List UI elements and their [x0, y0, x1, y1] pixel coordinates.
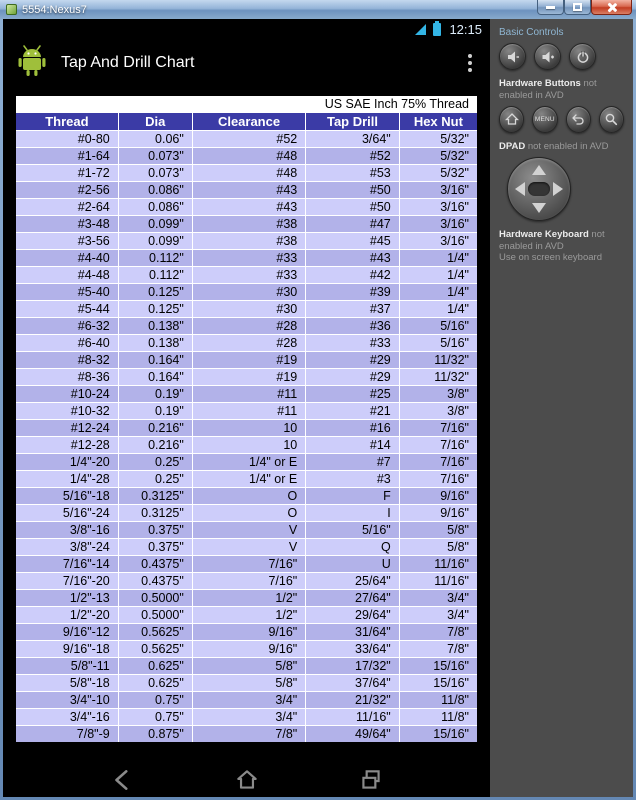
keyboard-hint: Use on screen keyboard: [499, 252, 602, 264]
back-button[interactable]: [104, 765, 142, 795]
table-cell: #4-48: [15, 267, 118, 284]
table-cell: #47: [306, 216, 400, 233]
table-cell: 49/64": [306, 726, 400, 744]
table-row: [15, 471, 478, 488]
table-cell: 31/64": [306, 624, 400, 641]
table-cell: #10-24: [15, 386, 118, 403]
hw-menu-label: MENU: [534, 115, 555, 123]
basic-controls-label: Basic Controls: [499, 27, 564, 38]
table-cell: #19: [192, 369, 305, 386]
table-cell: 0.4375": [118, 556, 192, 573]
table-cell: #8-36: [15, 369, 118, 386]
table-cell: 7/16": [192, 556, 305, 573]
table-cell: #43: [306, 250, 400, 267]
table-cell: 3/64": [306, 131, 400, 148]
table-cell: 10: [192, 437, 305, 454]
table-cell: 3/4"-10: [15, 692, 118, 709]
close-icon: [606, 2, 617, 13]
table-cell: 0.099": [118, 233, 192, 250]
table-cell: 0.375": [118, 539, 192, 556]
action-bar: [3, 40, 490, 86]
table-cell: #1-64: [15, 148, 118, 165]
table-cell: #4-40: [15, 250, 118, 267]
table-cell: 3/4": [192, 692, 305, 709]
table-cell: O: [192, 505, 305, 522]
table-cell: 7/16"-20: [15, 573, 118, 590]
table-cell: 7/16": [399, 454, 478, 471]
status-bar: [3, 19, 490, 40]
table-cell: 33/64": [306, 641, 400, 658]
maximize-button[interactable]: [564, 0, 591, 15]
hardware-buttons-row: [499, 106, 624, 133]
table-row: [15, 182, 478, 199]
table-row: [15, 284, 478, 301]
window-titlebar[interactable]: [0, 0, 636, 19]
table-cell: #36: [306, 318, 400, 335]
dpad-control[interactable]: [507, 157, 571, 221]
table-cell: 0.073": [118, 148, 192, 165]
table-cell: #33: [192, 267, 305, 284]
table-cell: #50: [306, 199, 400, 216]
table-cell: 0.4375": [118, 573, 192, 590]
table-cell: #33: [306, 335, 400, 352]
hardware-keyboard-label: Hardware Keyboard not enabled in AVD Use on screen keyboard: [499, 228, 605, 264]
table-cell: 9/16": [399, 488, 478, 505]
table-cell: #37: [306, 301, 400, 318]
table-cell: 11/8": [399, 709, 478, 726]
table-row: [15, 692, 478, 709]
table-cell: 0.073": [118, 165, 192, 182]
volume-down-button[interactable]: [499, 43, 526, 70]
table-row: [15, 590, 478, 607]
table-cell: 21/32": [306, 692, 400, 709]
table-cell: 1/4": [399, 250, 478, 267]
table-cell: 0.112": [118, 267, 192, 284]
table-row: [15, 318, 478, 335]
page-title: Tap And Drill Chart: [61, 54, 195, 71]
table-row: [15, 658, 478, 675]
table-cell: 9/16": [399, 505, 478, 522]
table-cell: 3/4": [192, 709, 305, 726]
hw-menu-button[interactable]: [532, 106, 557, 133]
hw-search-icon: [604, 112, 618, 126]
network-signal-icon: [415, 24, 426, 35]
table-cell: 1/2"-13: [15, 590, 118, 607]
table-cell: 0.112": [118, 250, 192, 267]
table-cell: I: [306, 505, 400, 522]
table-cell: 5/8": [192, 658, 305, 675]
table-cell: V: [192, 539, 305, 556]
hardware-buttons-label: Hardware Buttons not enabled in AVD: [499, 78, 597, 101]
column-header-hex-nut: Hex Nut: [399, 113, 478, 131]
dpad-up-button[interactable]: [532, 165, 546, 175]
table-cell: 11/16": [306, 709, 400, 726]
table-cell: 9/16"-12: [15, 624, 118, 641]
dpad-right-button[interactable]: [553, 182, 563, 196]
table-cell: #28: [192, 335, 305, 352]
table-cell: #52: [306, 148, 400, 165]
table-cell: #52: [192, 131, 305, 148]
table-row: [15, 216, 478, 233]
close-button[interactable]: [591, 0, 632, 15]
table-cell: #48: [192, 165, 305, 182]
table-row: [15, 335, 478, 352]
table-cell: 27/64": [306, 590, 400, 607]
recent-apps-button[interactable]: [352, 765, 390, 795]
table-row: [15, 488, 478, 505]
overflow-menu-button[interactable]: [462, 48, 478, 78]
table-cell: #25: [306, 386, 400, 403]
table-cell: 0.099": [118, 216, 192, 233]
table-cell: 25/64": [306, 573, 400, 590]
table-row: [15, 403, 478, 420]
table-cell: 7/8": [399, 624, 478, 641]
column-header-thread: Thread: [15, 113, 118, 131]
tap-and-drill-table: [14, 94, 479, 744]
table-cell: 15/16": [399, 658, 478, 675]
table-row: [15, 386, 478, 403]
table-cell: #5-40: [15, 284, 118, 301]
volume-up-button[interactable]: [534, 43, 561, 70]
table-cell: 7/8"-9: [15, 726, 118, 744]
table-cell: #8-32: [15, 352, 118, 369]
table-cell: 0.216": [118, 437, 192, 454]
column-header-tap-drill: Tap Drill: [306, 113, 400, 131]
table-cell: #3-48: [15, 216, 118, 233]
hw-home-icon: [505, 112, 519, 126]
table-cell: #42: [306, 267, 400, 284]
window-app-icon: [6, 4, 17, 15]
table-cell: #3-56: [15, 233, 118, 250]
table-cell: 5/8": [399, 539, 478, 556]
emulator-control-panel: [490, 19, 633, 797]
table-cell: #2-56: [15, 182, 118, 199]
volume-up-icon: [541, 50, 555, 64]
dpad-label: DPAD not enabled in AVD: [499, 140, 609, 152]
table-cell: 0.125": [118, 301, 192, 318]
status-clock: 12:15: [449, 22, 482, 37]
table-cell: 7/16"-14: [15, 556, 118, 573]
power-icon: [576, 50, 590, 64]
table-cell: #7: [306, 454, 400, 471]
table-row: [15, 675, 478, 692]
table-cell: #38: [192, 233, 305, 250]
table-cell: O: [192, 488, 305, 505]
table-cell: 1/4": [399, 267, 478, 284]
hw-back-icon: [571, 112, 585, 126]
table-cell: #33: [192, 250, 305, 267]
window-title: 5554:Nexus7: [22, 3, 87, 16]
table-cell: 3/4": [399, 607, 478, 624]
dpad-down-button[interactable]: [532, 203, 546, 213]
table-cell: 11/16": [399, 573, 478, 590]
android-screen: [3, 19, 490, 797]
table-cell: #3: [306, 471, 400, 488]
table-cell: 5/16": [399, 318, 478, 335]
table-cell: #21: [306, 403, 400, 420]
window-client-area: [3, 19, 633, 797]
table-row: [15, 454, 478, 471]
table-cell: 0.625": [118, 658, 192, 675]
table-cell: #38: [192, 216, 305, 233]
table-cell: #48: [192, 148, 305, 165]
table-row: [15, 420, 478, 437]
battery-icon: [433, 23, 441, 36]
table-cell: 0.3125": [118, 505, 192, 522]
table-cell: 0.138": [118, 318, 192, 335]
table-cell: #0-80: [15, 131, 118, 148]
table-cell: #10-32: [15, 403, 118, 420]
table-cell: #16: [306, 420, 400, 437]
table-cell: 15/16": [399, 726, 478, 744]
table-cell: #11: [192, 386, 305, 403]
table-cell: #28: [192, 318, 305, 335]
table-title-row: [15, 95, 478, 113]
table-cell: 3/16": [399, 182, 478, 199]
table-cell: 0.375": [118, 522, 192, 539]
table-cell: 5/32": [399, 131, 478, 148]
table-cell: 0.5000": [118, 590, 192, 607]
drill-chart-scroll-area[interactable]: [3, 86, 490, 763]
table-cell: 3/8": [399, 403, 478, 420]
table-cell: 0.5625": [118, 641, 192, 658]
table-cell: #12-28: [15, 437, 118, 454]
table-cell: 0.5000": [118, 607, 192, 624]
minimize-icon: [546, 6, 555, 9]
table-cell: 9/16": [192, 641, 305, 658]
table-cell: 5/16": [306, 522, 400, 539]
table-cell: 7/8": [192, 726, 305, 744]
table-row: [15, 165, 478, 182]
table-cell: 0.216": [118, 420, 192, 437]
table-cell: 0.75": [118, 709, 192, 726]
table-row: [15, 369, 478, 386]
table-row: [15, 131, 478, 148]
table-cell: #2-64: [15, 199, 118, 216]
table-cell: 11/32": [399, 352, 478, 369]
minimize-button[interactable]: [537, 0, 564, 15]
table-cell: 0.138": [118, 335, 192, 352]
table-cell: 7/16": [192, 573, 305, 590]
table-cell: 7/16": [399, 471, 478, 488]
table-cell: 5/16": [399, 335, 478, 352]
android-robot-app-icon: [15, 44, 49, 83]
power-button[interactable]: [569, 43, 596, 70]
table-cell: 1/2"-20: [15, 607, 118, 624]
table-cell: 1/4": [399, 284, 478, 301]
table-cell: 7/8": [399, 641, 478, 658]
table-cell: 1/4"-28: [15, 471, 118, 488]
table-cell: F: [306, 488, 400, 505]
table-cell: #53: [306, 165, 400, 182]
table-row: [15, 539, 478, 556]
table-row: [15, 556, 478, 573]
table-row: [15, 607, 478, 624]
table-cell: 0.125": [118, 284, 192, 301]
table-cell: #6-40: [15, 335, 118, 352]
table-cell: 3/16": [399, 233, 478, 250]
table-cell: 1/4": [399, 301, 478, 318]
table-cell: 0.06": [118, 131, 192, 148]
overflow-menu-icon: [468, 54, 472, 58]
table-cell: 5/8": [399, 522, 478, 539]
table-cell: 0.19": [118, 403, 192, 420]
table-cell: 0.625": [118, 675, 192, 692]
table-cell: 3/16": [399, 199, 478, 216]
table-cell: 29/64": [306, 607, 400, 624]
table-cell: 10: [192, 420, 305, 437]
table-cell: 1/2": [192, 607, 305, 624]
back-icon: [110, 767, 136, 793]
table-cell: #45: [306, 233, 400, 250]
table-cell: 5/16"-18: [15, 488, 118, 505]
table-cell: 0.164": [118, 369, 192, 386]
table-cell: U: [306, 556, 400, 573]
table-cell: #1-72: [15, 165, 118, 182]
hw-home-button[interactable]: [499, 106, 524, 133]
android-nav-bar: [3, 763, 490, 797]
table-cell: 0.086": [118, 182, 192, 199]
table-cell: 37/64": [306, 675, 400, 692]
table-row: [15, 624, 478, 641]
table-row: [15, 709, 478, 726]
recent-apps-icon: [358, 767, 384, 793]
dpad-left-button[interactable]: [515, 182, 525, 196]
column-header-dia: Dia: [118, 113, 192, 131]
table-cell: 3/8"-24: [15, 539, 118, 556]
table-row: [15, 233, 478, 250]
table-header-row: [15, 113, 478, 131]
table-cell: 5/32": [399, 165, 478, 182]
basic-controls-buttons: [499, 43, 624, 70]
maximize-icon: [573, 3, 582, 11]
table-cell: #43: [192, 199, 305, 216]
table-cell: #5-44: [15, 301, 118, 318]
table-cell: #29: [306, 352, 400, 369]
table-row: [15, 505, 478, 522]
table-cell: 5/32": [399, 148, 478, 165]
table-cell: 0.25": [118, 454, 192, 471]
table-cell: Q: [306, 539, 400, 556]
table-row: [15, 726, 478, 744]
table-cell: 5/8"-11: [15, 658, 118, 675]
table-cell: 3/4"-16: [15, 709, 118, 726]
table-row: [15, 352, 478, 369]
table-cell: 7/16": [399, 437, 478, 454]
volume-down-icon: [506, 50, 520, 64]
table-cell: 0.75": [118, 692, 192, 709]
table-row: [15, 437, 478, 454]
table-cell: 5/8"-18: [15, 675, 118, 692]
table-cell: 3/16": [399, 216, 478, 233]
table-row: [15, 522, 478, 539]
table-cell: 9/16"-18: [15, 641, 118, 658]
dpad-center-button[interactable]: [528, 182, 550, 196]
hw-search-button[interactable]: [599, 106, 624, 133]
hw-back-button[interactable]: [566, 106, 591, 133]
table-cell: 0.164": [118, 352, 192, 369]
table-cell: 5/8": [192, 675, 305, 692]
table-cell: #50: [306, 182, 400, 199]
table-cell: 0.086": [118, 199, 192, 216]
table-cell: V: [192, 522, 305, 539]
table-cell: 5/16"-24: [15, 505, 118, 522]
table-cell: 15/16": [399, 675, 478, 692]
table-row: [15, 199, 478, 216]
table-cell: #11: [192, 403, 305, 420]
table-cell: 11/32": [399, 369, 478, 386]
table-cell: 1/4" or E: [192, 454, 305, 471]
table-cell: #30: [192, 301, 305, 318]
table-cell: 0.19": [118, 386, 192, 403]
home-icon: [234, 767, 260, 793]
table-row: [15, 573, 478, 590]
table-row: [15, 250, 478, 267]
table-cell: 3/4": [399, 590, 478, 607]
table-cell: 0.25": [118, 471, 192, 488]
table-cell: #43: [192, 182, 305, 199]
table-cell: #12-24: [15, 420, 118, 437]
table-cell: 3/8": [399, 386, 478, 403]
table-row: [15, 301, 478, 318]
table-row: [15, 267, 478, 284]
table-cell: #29: [306, 369, 400, 386]
table-cell: #6-32: [15, 318, 118, 335]
table-cell: 7/16": [399, 420, 478, 437]
table-cell: #39: [306, 284, 400, 301]
table-cell: 0.3125": [118, 488, 192, 505]
table-cell: 0.875": [118, 726, 192, 744]
table-cell: 1/4"-20: [15, 454, 118, 471]
table-cell: #14: [306, 437, 400, 454]
home-button[interactable]: [228, 765, 266, 795]
table-title: US SAE Inch 75% Thread: [15, 95, 478, 113]
table-cell: 9/16": [192, 624, 305, 641]
table-cell: 1/4" or E: [192, 471, 305, 488]
table-cell: #19: [192, 352, 305, 369]
table-cell: 17/32": [306, 658, 400, 675]
table-row: [15, 148, 478, 165]
table-cell: 11/8": [399, 692, 478, 709]
table-cell: 3/8"-16: [15, 522, 118, 539]
window-controls: [537, 0, 632, 15]
table-cell: 11/16": [399, 556, 478, 573]
table-cell: 0.5625": [118, 624, 192, 641]
table-cell: #30: [192, 284, 305, 301]
table-cell: 1/2": [192, 590, 305, 607]
column-header-clearance: Clearance: [192, 113, 305, 131]
table-row: [15, 641, 478, 658]
